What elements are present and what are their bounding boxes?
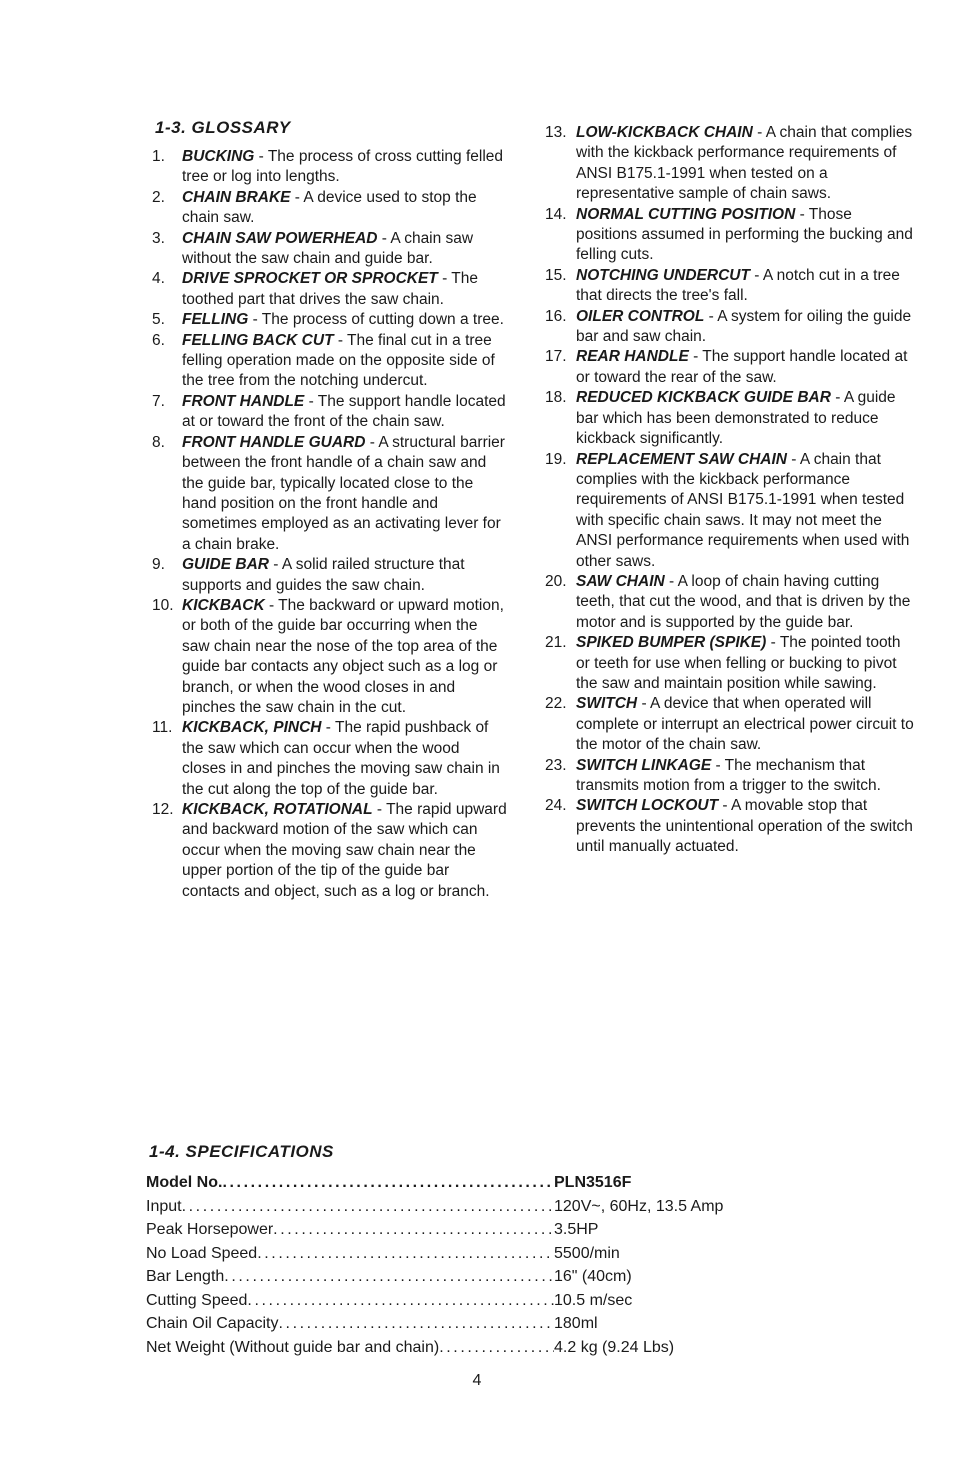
glossary-definition: - The rapid pushback of the saw which can occur when the wood closes in and pinches the moving saw chain in the cut along the top of the guide bar. xyxy=(182,719,500,798)
item-number: 21. xyxy=(545,634,567,652)
dot-leader xyxy=(222,1171,554,1195)
glossary-term: SWITCH LINKAGE xyxy=(576,756,712,774)
glossary-term: KICKBACK, ROTATIONAL xyxy=(182,801,373,818)
item-number: 10. xyxy=(152,596,174,614)
item-number: 16. xyxy=(545,307,567,325)
glossary-item xyxy=(152,331,507,392)
glossary-definition: - The final cut in a tree felling operation made on the opposite side of the tree from the notching undercut. xyxy=(182,331,495,390)
dot-leader xyxy=(224,1265,554,1289)
item-number: 17. xyxy=(545,348,567,366)
spec-label: Cutting Speed xyxy=(146,1291,248,1309)
item-number: 19. xyxy=(545,450,567,468)
item-number: 24. xyxy=(545,797,567,815)
glossary-item xyxy=(152,392,507,433)
spec-label: Bar Length xyxy=(146,1268,225,1285)
glossary-item xyxy=(152,718,507,800)
glossary-item xyxy=(545,633,915,694)
glossary-definition: - The backward or upward motion, or both of the guide bar occurring when the saw chain near the nose of the top area of the guide bar contacts any object such as a log or branch, or when the wood closes in and pinches the saw chain in the cut. xyxy=(182,596,504,716)
spec-row xyxy=(146,1265,786,1289)
glossary-term: DRIVE SPROCKET OR SPROCKET xyxy=(182,270,438,288)
item-number: 15. xyxy=(545,266,567,284)
glossary-term: SPIKED BUMPER (SPIKE) xyxy=(576,634,767,652)
glossary-term: FRONT HANDLE xyxy=(182,392,305,410)
glossary-item xyxy=(545,694,915,755)
dot-leader xyxy=(273,1218,554,1242)
glossary-term: REDUCED KICKBACK GUIDE BAR xyxy=(576,389,831,407)
glossary-definition: - A solid railed structure that supports and guides the saw chain. xyxy=(182,556,465,594)
glossary-term: REPLACEMENT SAW CHAIN xyxy=(576,450,787,468)
glossary-item xyxy=(152,800,507,902)
spec-value: 180ml xyxy=(554,1315,598,1332)
glossary-definition: - A chain that complies with the kickback performance requirements of ANSI B175.1-1991 when tested with specific chain saws. It may not meet the ANSI performance requirements when used with other saws. xyxy=(576,450,910,570)
item-number: 13. xyxy=(545,124,567,141)
glossary-item xyxy=(545,796,915,857)
glossary-definition: - A movable stop that prevents the unintentional operation of the switch until manually actuated. xyxy=(576,797,913,856)
glossary-definition: - The pointed tooth or teeth for use when felling or bucking to pivot the saw and maintain position while sawing. xyxy=(576,634,901,692)
item-number: 11. xyxy=(152,719,173,737)
glossary-term: CHAIN BRAKE xyxy=(182,188,291,206)
glossary-definition: - The rapid upward and backward motion of the saw which can occur when the moving saw chain near the upper portion of the tip of the guide bar contacts and object, such as a log or branch. xyxy=(182,801,507,900)
spec-label: Model No. xyxy=(146,1174,223,1191)
glossary-term: BUCKING xyxy=(182,148,255,165)
glossary-definition: - A structural barrier between the front handle of a chain saw and the guide bar, typically located close to the hand position on the front handle and sometimes employed as an activating lever for a chain brake. xyxy=(182,433,505,553)
glossary-item xyxy=(152,229,507,270)
glossary-heading: 1-3. GLOSSARY xyxy=(155,118,291,137)
page-number: 4 xyxy=(472,1372,482,1389)
item-number: 23. xyxy=(545,756,567,774)
dot-leader xyxy=(247,1289,554,1313)
spec-label: Peak Horsepower xyxy=(146,1221,274,1238)
spec-row xyxy=(146,1218,786,1242)
glossary-column-left xyxy=(152,147,507,902)
glossary-definition: - A chain saw without the saw chain and guide bar. xyxy=(182,229,474,268)
glossary-definition: - The toothed part that drives the saw chain. xyxy=(182,270,478,308)
spec-row xyxy=(146,1289,786,1313)
spec-value: PLN3516F xyxy=(554,1174,632,1191)
glossary-item xyxy=(545,123,915,205)
item-number: 9. xyxy=(152,556,165,574)
glossary-term: KICKBACK, PINCH xyxy=(182,719,322,737)
spec-label: Net Weight (Without guide bar and chain) xyxy=(146,1338,440,1356)
item-number: 6. xyxy=(152,331,165,349)
glossary-definition: - A chain that complies with the kickback performance requirements of ANSI B175.1-1991 when tested on a representative sample of chain saws. xyxy=(576,124,913,203)
glossary-definition: - The mechanism that transmits motion from a trigger to the switch. xyxy=(576,756,881,794)
item-number: 8. xyxy=(152,433,165,451)
item-number: 3. xyxy=(152,229,165,247)
glossary-definition: - A device used to stop the chain saw. xyxy=(182,188,477,227)
spec-row xyxy=(146,1195,786,1219)
glossary-item xyxy=(545,388,915,449)
glossary-term: CHAIN SAW POWERHEAD xyxy=(182,229,378,247)
glossary-item xyxy=(545,756,915,797)
spec-value: 4.2 kg (9.24 Lbs) xyxy=(554,1338,675,1356)
spec-value: 3.5HP xyxy=(554,1221,599,1238)
glossary-item xyxy=(152,433,507,555)
glossary-definition: - A system for oiling the guide bar and saw chain. xyxy=(576,307,912,346)
glossary-item xyxy=(545,307,915,348)
spec-label: No Load Speed xyxy=(146,1244,258,1262)
spec-value: 10.5 m/sec xyxy=(554,1291,633,1309)
glossary-item xyxy=(152,188,507,229)
item-number: 12. xyxy=(152,801,174,818)
spec-value: 5500/min xyxy=(554,1244,620,1262)
glossary-term: FELLING xyxy=(182,311,249,329)
glossary-item xyxy=(152,269,507,310)
glossary-definition: - A device that when operated will complete or interrupt an electrical power circuit to the motor of the chain saw. xyxy=(576,695,914,754)
item-number: 1. xyxy=(152,148,165,165)
glossary-term: NOTCHING UNDERCUT xyxy=(576,266,750,284)
dot-leader xyxy=(279,1312,555,1336)
glossary-item xyxy=(152,147,507,188)
glossary-item xyxy=(545,572,915,633)
glossary-term: KICKBACK xyxy=(182,596,265,614)
glossary-definition: - A loop of chain having cutting teeth, that cut the wood, and that is driven by the motor and is supported by the guide bar. xyxy=(576,572,911,631)
item-number: 18. xyxy=(545,389,567,407)
glossary-definition: - The support handle located at or toward the front of the chain saw. xyxy=(182,392,506,431)
item-number: 14. xyxy=(545,205,567,223)
glossary-term: FELLING BACK CUT xyxy=(182,331,334,349)
glossary-definition: - A notch cut in a tree that directs the tree's fall. xyxy=(576,266,900,305)
spec-value: 120V~, 60Hz, 13.5 Amp xyxy=(554,1197,724,1215)
dot-leader xyxy=(257,1242,554,1266)
dot-leader xyxy=(182,1195,554,1219)
glossary-term: GUIDE BAR xyxy=(182,556,269,574)
item-number: 2. xyxy=(152,188,165,206)
glossary-term: SWITCH LOCKOUT xyxy=(576,797,719,815)
glossary-term: REAR HANDLE xyxy=(576,348,689,366)
glossary-column-right xyxy=(545,123,915,858)
spec-row xyxy=(146,1242,786,1266)
glossary-item xyxy=(152,596,507,718)
item-number: 20. xyxy=(545,572,567,590)
item-number: 5. xyxy=(152,311,165,329)
item-number: 7. xyxy=(152,392,165,410)
glossary-definition: - The support handle located at or toward the rear of the saw. xyxy=(576,348,908,386)
spec-value: 16" (40cm) xyxy=(554,1268,632,1285)
spec-label: Input xyxy=(146,1197,182,1215)
spec-label: Chain Oil Capacity xyxy=(146,1315,279,1332)
glossary-item xyxy=(545,266,915,307)
item-number: 22. xyxy=(545,695,567,713)
glossary-term: SWITCH xyxy=(576,695,638,713)
glossary-definition: - Those positions assumed in performing the bucking and felling cuts. xyxy=(576,205,913,264)
glossary-term: SAW CHAIN xyxy=(576,572,665,590)
glossary-item xyxy=(545,347,915,388)
glossary-item xyxy=(545,450,915,572)
spec-row xyxy=(146,1312,786,1336)
glossary-definition: - The process of cross cutting felled tree or log into lengths. xyxy=(182,148,504,186)
item-number: 4. xyxy=(152,270,165,288)
spec-row xyxy=(146,1336,786,1360)
dot-leader xyxy=(439,1336,554,1360)
specifications-heading: 1-4. SPECIFICATIONS xyxy=(149,1142,334,1161)
glossary-term: LOW-KICKBACK CHAIN xyxy=(576,124,753,141)
specifications-table xyxy=(146,1171,786,1359)
glossary-item xyxy=(545,205,915,266)
glossary-definition: - The process of cutting down a tree. xyxy=(248,311,504,329)
glossary-item xyxy=(152,555,507,596)
spec-row xyxy=(146,1171,786,1195)
glossary-term: NORMAL CUTTING POSITION xyxy=(576,205,796,223)
glossary-definition: - A guide bar which has been demonstrated to reduce kickback significantly. xyxy=(576,389,896,448)
glossary-item xyxy=(152,310,507,330)
glossary-term: OILER CONTROL xyxy=(576,307,705,325)
glossary-term: FRONT HANDLE GUARD xyxy=(182,433,366,451)
